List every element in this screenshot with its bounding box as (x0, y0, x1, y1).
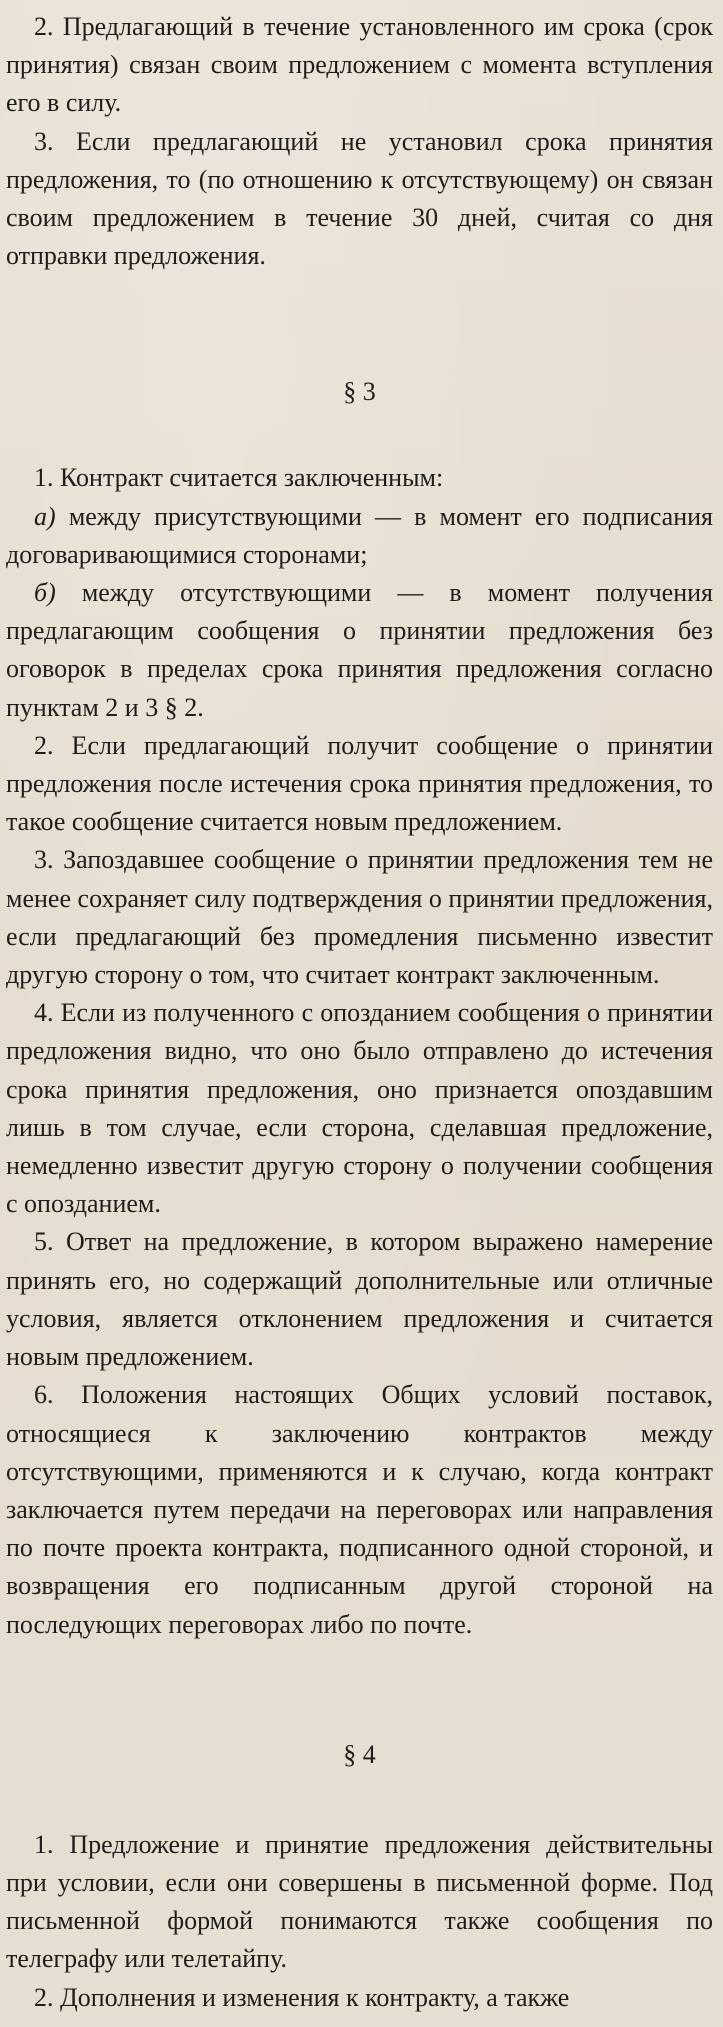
paragraph-3-1-a (6, 498, 713, 574)
item-letter-a: а) (34, 501, 56, 531)
paragraph-3-4: 4. Если из полученного с опозданием сообщения о принятии предложения видно, что оно было отправлено до истечения срока принятия предложения, оно признается опоздавшим лишь в том случае, если сторона, сделавшая предложение, немедленно известит другую сторону о получении сообщения с опозданием. (6, 998, 713, 1219)
paragraph-3-5: 5. Ответ на предложение, в котором выражено намерение принять его, но содержащий дополнительные или отличные условия, является отклонением предложения и считается новым предложением. (6, 1227, 713, 1372)
paragraph-2-3: 3. Если предлагающий не установил срока принятия предложения, то (по отношению к отсутствующему) он связан своим предложением в течение 30 дней, считая со дня отправки предложения. (6, 126, 713, 271)
item-text-b: между отсутствующими — в момент получения предлагающим сообщения о принятии предложения без оговорок в пределах срока принятия предложения согласно пунктам 2 и 3 § 2. (6, 578, 714, 722)
section-heading-4: § 4 (343, 1739, 376, 1769)
paragraph-3-1-b (6, 574, 713, 727)
paragraph-3-6: 6. Положения настоящих Общих условий поставок, относящиеся к заключению контрактов между отсутствующими, применяются и к случаю, когда контракт заключается путем передачи на переговорах или направления по почте проекта контракта, подписанного одной стороной, и возвращения его подписанным другой стороной на последующих переговорах либо по почте. (6, 1380, 713, 1639)
paragraph-4-2: 2. Дополнения и изменения к контракту, а также (34, 1982, 570, 2012)
item-letter-b: б) (34, 578, 56, 608)
item-text-a: между присутствующими — в момент его подписания договаривающимися сторонами; (6, 501, 714, 569)
paragraph-2-2: 2. Предлагающий в течение установленного им срока (срок принятия) связан своим предложением с момента вступления его в силу. (6, 12, 713, 118)
paragraph-3-1-intro: 1. Контракт считается заключенным: (34, 463, 444, 493)
paragraph-3-2: 2. Если предлагающий получит сообщение о принятии предложения после истечения срока принятия предложения, то такое сообщение считается новым предложением. (6, 730, 713, 837)
section-heading-3: § 3 (343, 377, 376, 407)
paragraph-3-3: 3. Запоздавшее сообщение о принятии предложения тем не менее сохраняет силу подтверждения о принятии предложения, если предлагающий без промедления письменно известит другую сторону о том, что считает контракт заключенным. (6, 845, 713, 990)
paragraph-4-1: 1. Предложение и принятие предложения действительны при условии, если они совершены в письменной форме. Под письменной формой понимаются также сообщения по телеграфу или телетайпу. (6, 1829, 713, 1974)
